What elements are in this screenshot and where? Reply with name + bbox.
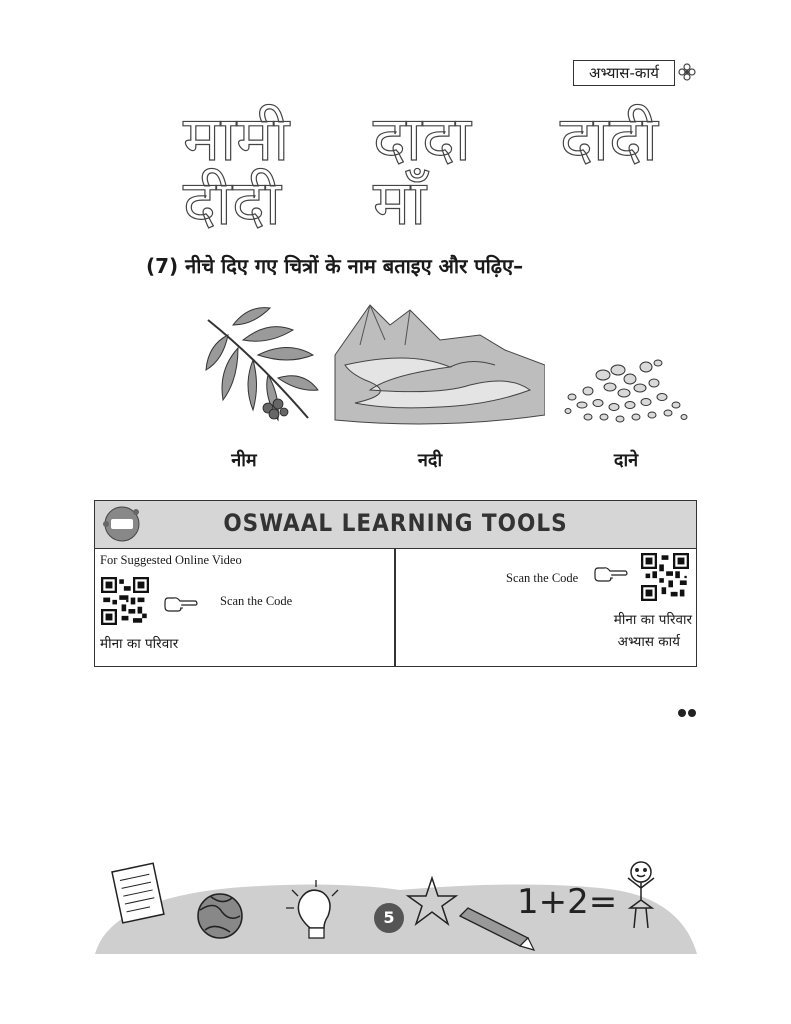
- globe-icon: [198, 894, 242, 938]
- right-video-caption-line2: अभ्यास कार्य: [617, 634, 680, 650]
- online-video-heading: For Suggested Online Video: [100, 553, 242, 567]
- question-text: (7) नीचे दिए गए चित्रों के नाम बताइए और पढ़िए–: [146, 254, 524, 278]
- trace-word-dada: दादा: [373, 102, 471, 175]
- picture-label-daane: दाने: [613, 450, 639, 471]
- section-badge: अभ्यास-कार्य: [573, 60, 675, 86]
- left-video-caption: मीना का परिवार: [100, 636, 179, 652]
- scan-code-label-left: Scan the Code: [220, 594, 293, 608]
- right-video-caption-line1: मीना का परिवार: [613, 612, 692, 628]
- page-dots-icon: [677, 708, 697, 718]
- river-icon: [330, 295, 545, 430]
- trace-word-mami: मामी: [183, 102, 290, 175]
- learning-tools-title: OSWAAL LEARNING TOOLS: [223, 509, 568, 537]
- flower-icon: [677, 62, 697, 82]
- tools-divider: [394, 548, 396, 666]
- picture-label-neem: नीम: [231, 450, 257, 471]
- pointing-hand-icon-right: [594, 563, 628, 583]
- trace-word-maa: माँ: [373, 166, 427, 239]
- picture-label-nadi: नदी: [417, 450, 443, 471]
- neem-branch-icon: [198, 300, 320, 430]
- trace-word-didi: दीदी: [183, 166, 281, 239]
- page-number: 5: [374, 903, 404, 933]
- trace-word-dadi: दादी: [560, 102, 658, 175]
- math-sum-text: 1+2=: [517, 882, 618, 922]
- pointing-hand-icon: [164, 593, 198, 613]
- qr-code-left[interactable]: [101, 577, 149, 625]
- notepad-icon: [112, 863, 164, 923]
- scan-code-label-right: Scan the Code: [506, 571, 579, 585]
- grains-icon: [558, 355, 693, 430]
- qr-code-right[interactable]: [641, 553, 689, 601]
